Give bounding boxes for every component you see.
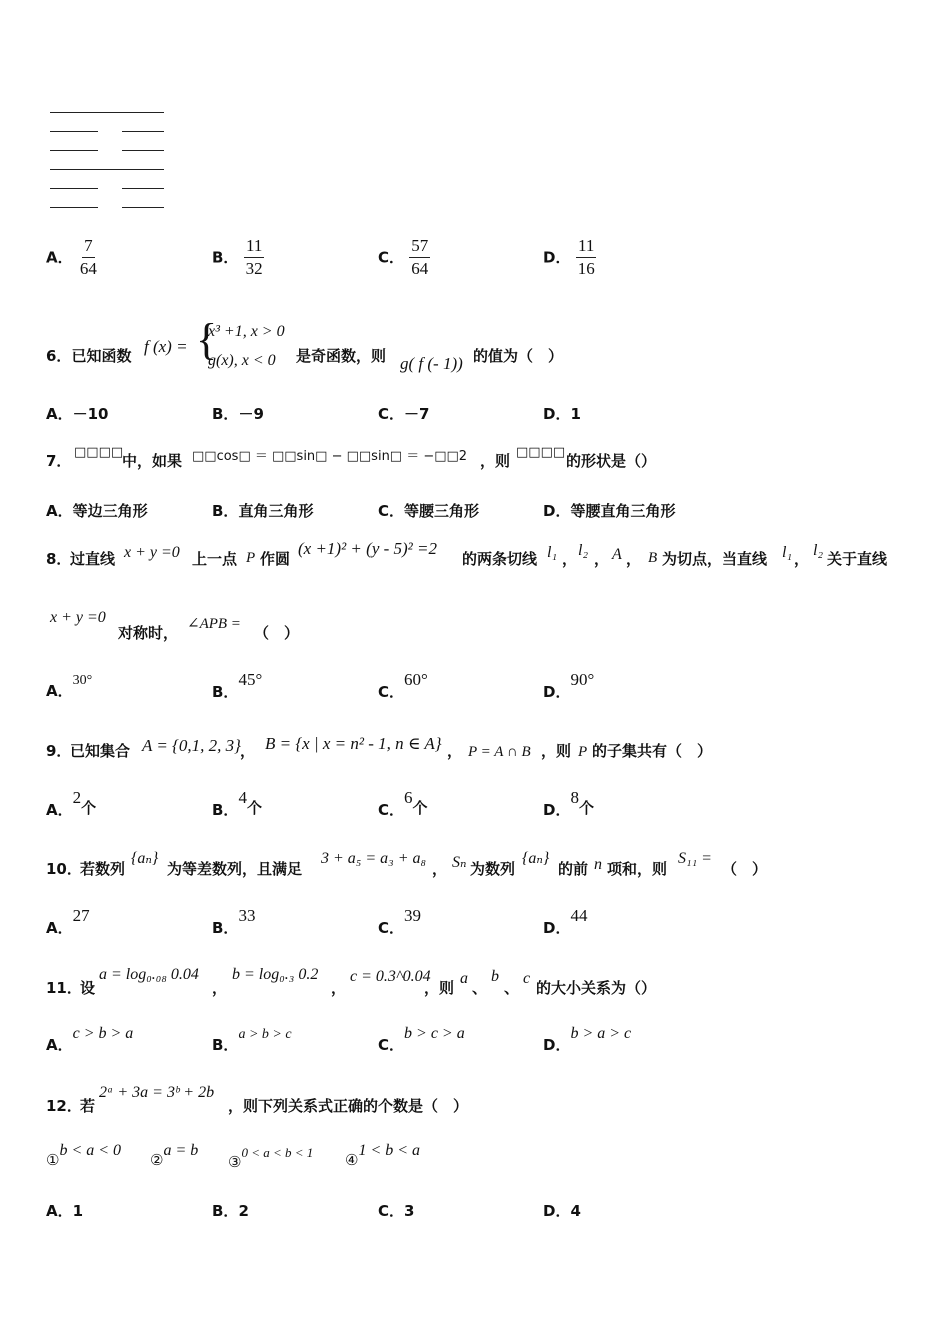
q11-sep2: 、 xyxy=(504,979,520,997)
q11-sep1: 、 xyxy=(472,979,488,997)
q8-text4: 的两条切线 xyxy=(462,550,538,568)
q8-text3: 作圆 xyxy=(260,550,291,568)
q9-option-d[interactable]: D．8个 xyxy=(543,788,594,819)
q8-text5: 为切点，当直线 xyxy=(662,550,768,568)
q12-option-a[interactable]: A．1 xyxy=(46,1202,84,1220)
q7-text1: 中，如果 xyxy=(122,452,183,470)
q6-option-d[interactable]: D．1 xyxy=(543,405,581,423)
q11-text3: 的大小关系为（） xyxy=(536,979,657,997)
q10-sn: Sₙ xyxy=(452,854,467,871)
q9-p: P xyxy=(578,744,588,760)
q8-comma4: ， xyxy=(794,550,810,568)
question-12-number: 12． xyxy=(46,1097,82,1115)
q10-option-c[interactable]: C．39 xyxy=(378,906,422,937)
q11-text2: ，则 xyxy=(424,979,455,997)
q11-var-c: c xyxy=(523,970,531,987)
q11-text1: 设 xyxy=(80,979,96,997)
question-11-number: 11． xyxy=(46,979,82,997)
q6-expr: g( f (- 1)) xyxy=(400,354,463,373)
q5-option-b[interactable] xyxy=(212,236,265,278)
q6-case1: x³ +1, x > 0 xyxy=(208,323,285,340)
q9-text2: ，则 xyxy=(541,742,572,760)
q11-comma1: ， xyxy=(212,979,228,997)
option-label: A． xyxy=(46,248,73,267)
q12-option-c[interactable]: C．3 xyxy=(378,1202,415,1220)
q9-text3: 的子集共有（ ） xyxy=(592,742,713,760)
q7-option-d[interactable]: D．等腰直角三角形 xyxy=(543,502,676,520)
q10-comma1: ， xyxy=(432,860,448,878)
q7-missing-glyph-1: □□□□ xyxy=(74,445,124,460)
q10-option-b[interactable]: B．33 xyxy=(212,906,256,937)
q9-comma2: ， xyxy=(447,742,463,760)
q10-an2: {aₙ} xyxy=(522,850,550,867)
q8-text7: 对称时， xyxy=(118,624,179,642)
q7-equation: □□cos□ ＝ □□sin□ − □□sin□ ＝ −□□2 xyxy=(192,449,468,464)
q10-an: {aₙ} xyxy=(131,850,159,867)
q7-option-c[interactable]: C．等腰三角形 xyxy=(378,502,480,520)
q8-point-a: A xyxy=(612,546,622,563)
q12-item-2: ②a = b xyxy=(150,1142,199,1169)
fraction: $\frac{11}{16}$ xyxy=(577,236,595,278)
question-number: 6． xyxy=(46,347,72,365)
q8-text2: 上一点 xyxy=(192,550,238,568)
q6-fx: f (x) = xyxy=(144,337,188,356)
q6-case2: g(x), x < 0 xyxy=(208,352,276,369)
question-8-number: 8． xyxy=(46,550,72,568)
q10-s11: S₁₁ = xyxy=(678,850,712,867)
q6-option-c[interactable]: C．－7 xyxy=(378,405,430,423)
hexagram-figure xyxy=(50,108,166,214)
q7-text2: ，则 xyxy=(480,452,511,470)
q5-option-d[interactable] xyxy=(543,236,597,278)
q5-option-a[interactable] xyxy=(46,236,99,278)
q12-item-3: ③0 < a < b < 1 xyxy=(228,1145,314,1171)
q10-option-d[interactable]: D．44 xyxy=(543,906,588,937)
question-6 xyxy=(46,345,131,366)
q8-point-b: B xyxy=(648,550,658,566)
fraction: $\frac{57}{64}$ xyxy=(411,236,429,278)
q8-option-b[interactable]: B．45° xyxy=(212,670,263,701)
q12-item-1: ①b < a < 0 xyxy=(46,1142,122,1169)
q7-text3: 的形状是（） xyxy=(566,452,657,470)
question-9-number: 9． xyxy=(46,742,72,760)
question-10-number: 10． xyxy=(46,860,82,878)
q5-option-c[interactable] xyxy=(378,236,430,278)
q8-l2: l₂ xyxy=(578,542,589,559)
q8-text6: 关于直线 xyxy=(827,550,888,568)
question-text: 已知函数 xyxy=(71,347,132,365)
option-label: D． xyxy=(543,248,571,267)
q9-option-b[interactable]: B．4个 xyxy=(212,788,262,819)
q10-option-a[interactable]: A．27 xyxy=(46,906,90,937)
q11-a-def: a = log₀.₀₈ 0.04 xyxy=(99,966,199,983)
q12-option-d[interactable]: D．4 xyxy=(543,1202,581,1220)
q8-option-a[interactable]: A．30° xyxy=(46,673,93,700)
q10-condition: 3 + a₅ = a₃ + a₈ xyxy=(321,850,427,867)
q6-text2: 是奇函数，则 xyxy=(296,347,387,365)
q8-l2-again: l₂ xyxy=(813,542,824,559)
q12-option-b[interactable]: B．2 xyxy=(212,1202,249,1220)
q9-comma1: ， xyxy=(240,742,256,760)
question-7 xyxy=(46,450,71,471)
q11-option-c[interactable]: C．b > c > a xyxy=(378,1025,465,1054)
q11-option-b[interactable]: B．a > b > c xyxy=(212,1027,292,1054)
option-label: B． xyxy=(212,248,239,267)
q8-angle: ∠APB = xyxy=(187,616,241,632)
q8-line: x + y =0 xyxy=(124,544,180,561)
q8-point-p: P xyxy=(246,550,256,566)
q9-set-p: P = A ∩ B xyxy=(468,744,531,760)
q10-n: n xyxy=(594,856,602,873)
q6-brace: { xyxy=(196,315,218,364)
q11-var-a: a xyxy=(460,970,468,987)
q8-comma2: ， xyxy=(594,550,610,568)
q6-option-a[interactable]: A．－10 xyxy=(46,405,109,423)
q8-option-d[interactable]: D．90° xyxy=(543,670,595,701)
q6-option-b[interactable]: B．－9 xyxy=(212,405,264,423)
fraction: $\frac{11}{32}$ xyxy=(245,236,263,278)
q10-text6: （ ） xyxy=(722,860,768,878)
q11-option-a[interactable]: A．c > b > a xyxy=(46,1025,134,1054)
q7-option-b[interactable]: B．直角三角形 xyxy=(212,502,314,520)
q12-equation: 2ᵃ + 3a = 3ᵇ + 2b xyxy=(99,1084,215,1101)
q10-text5: 项和，则 xyxy=(607,860,668,878)
q8-l1-again: l₁ xyxy=(782,544,793,561)
fraction: $\frac{7}{64}$ xyxy=(79,236,97,278)
question-number: 7． xyxy=(46,452,72,470)
q8-comma1: ， xyxy=(562,550,578,568)
option-label: C． xyxy=(378,248,405,267)
q9-text1: 已知集合 xyxy=(70,742,131,760)
q12-text2: ，则下列关系式正确的个数是（ ） xyxy=(228,1097,469,1115)
q7-missing-glyph-2: □□□□ xyxy=(516,445,566,460)
q7-option-a[interactable]: A．等边三角形 xyxy=(46,502,148,520)
q9-set-a: A = {0,1, 2, 3} xyxy=(142,736,241,755)
q10-text3: 为数列 xyxy=(470,860,516,878)
q11-comma2: ， xyxy=(331,979,347,997)
q11-var-b: b xyxy=(491,968,499,985)
q6-text3: 的值为（ ） xyxy=(473,347,564,365)
q10-text4: 的前 xyxy=(558,860,589,878)
q9-option-a[interactable]: A．2个 xyxy=(46,788,97,819)
q8-option-c[interactable]: C．60° xyxy=(378,670,428,701)
q9-option-c[interactable]: C．6个 xyxy=(378,788,428,819)
q12-item-4: ④1 < b < a xyxy=(345,1142,421,1169)
q8-text8: （ ） xyxy=(254,624,300,642)
q9-set-b: B = {x | x = n² - 1, n ∈ A} xyxy=(265,734,442,753)
q8-line2: x + y =0 xyxy=(50,609,106,626)
q10-text1: 若数列 xyxy=(80,860,126,878)
q11-b-def: b = log₀.₃ 0.2 xyxy=(232,966,319,983)
q8-comma3: ， xyxy=(626,550,642,568)
q11-c-def: c = 0.3^0.04 xyxy=(350,968,431,985)
q8-l1: l₁ xyxy=(547,544,558,561)
q11-option-d[interactable]: D．b > a > c xyxy=(543,1025,632,1054)
q12-text1: 若 xyxy=(80,1097,96,1115)
q8-circle: (x +1)² + (y - 5)² =2 xyxy=(298,539,438,558)
q10-text2: 为等差数列，且满足 xyxy=(167,860,303,878)
q8-text1: 过直线 xyxy=(70,550,116,568)
